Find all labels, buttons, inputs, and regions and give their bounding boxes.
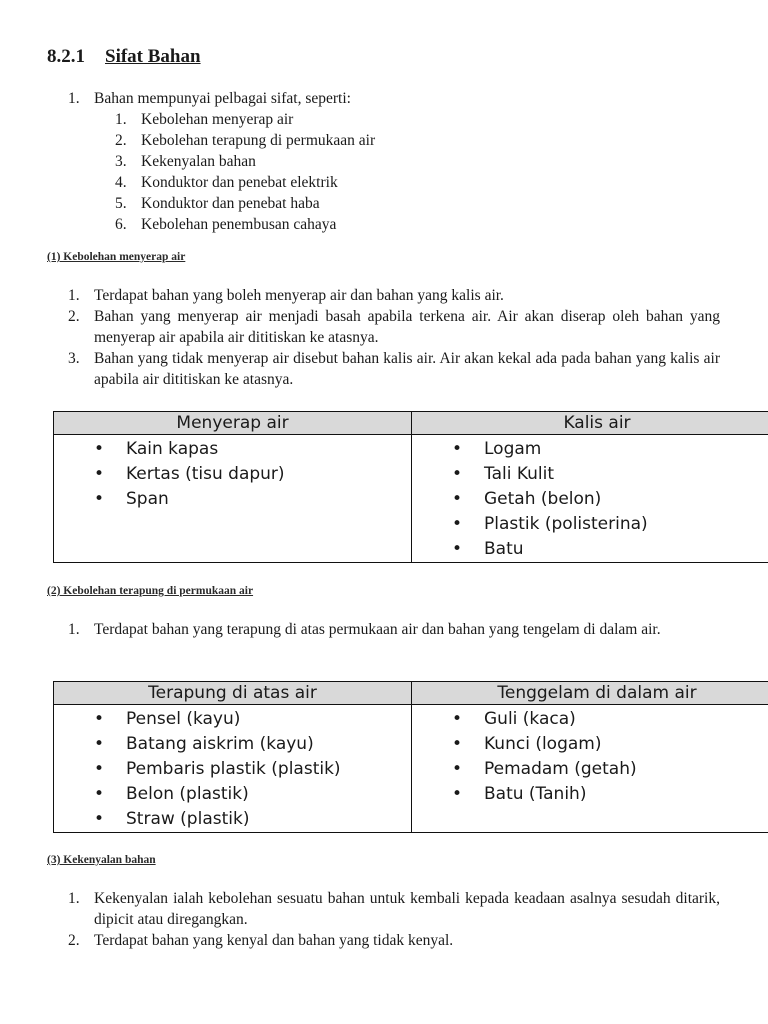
absorb-header: Menyerap air <box>54 412 412 435</box>
absorb-item: • Kain kapas <box>54 437 411 462</box>
intro-list <box>68 88 728 109</box>
heading-title: Sifat Bahan <box>105 46 201 67</box>
property-list <box>115 109 715 235</box>
section1-title: (1) Kebolehan menyerap air <box>47 251 186 263</box>
section2-point: 1. Terdapat bahan yang terapung di atas permukaan air dan bahan yang tengelam di dalam air. <box>68 621 661 638</box>
intro-item: 1. Bahan mempunyai pelbagai sifat, seperti: <box>68 90 351 107</box>
float-item: • Pembaris plastik (plastik) <box>54 757 411 782</box>
section3-points <box>68 888 720 951</box>
float-item: • Belon (plastik) <box>54 782 411 807</box>
sink-header: Tenggelam di dalam air <box>412 682 768 705</box>
section1-points <box>68 285 720 390</box>
waterproof-item: • Getah (belon) <box>412 487 768 512</box>
section3-title: (3) Kekenyalan bahan <box>47 854 156 866</box>
float-item: • Pensel (kayu) <box>54 707 411 732</box>
section3-point: 1. Kekenyalan ialah kebolehan sesuatu bahan untuk kembali kepada keadaan asalnya sesudah ditarik, dipicit atau diregangkan. <box>68 890 720 928</box>
float-item: • Straw (plastik) <box>54 807 411 832</box>
absorb-item: • Span <box>54 487 411 512</box>
float-cell <box>54 705 412 833</box>
waterproof-header: Kalis air <box>412 412 768 435</box>
section-heading <box>47 46 201 68</box>
absorb-table <box>53 411 768 563</box>
float-table <box>53 681 768 833</box>
sink-cell <box>412 705 768 833</box>
section2-title: (2) Kebolehan terapung di permukaan air <box>47 585 254 597</box>
property-item: 3. Kekenyalan bahan <box>115 153 256 170</box>
sink-item: • Guli (kaca) <box>412 707 768 732</box>
property-item: 5. Konduktor dan penebat haba <box>115 195 320 212</box>
float-item: • Batang aiskrim (kayu) <box>54 732 411 757</box>
absorb-cell <box>54 435 412 563</box>
section1-point: 1. Terdapat bahan yang boleh menyerap air dan bahan yang kalis air. <box>68 287 504 304</box>
sink-item: • Pemadam (getah) <box>412 757 768 782</box>
section2-points <box>68 619 720 640</box>
heading-number: 8.2.1 <box>47 46 85 67</box>
sink-item: • Batu (Tanih) <box>412 782 768 807</box>
waterproof-cell <box>412 435 768 563</box>
waterproof-item: • Plastik (polisterina) <box>412 512 768 537</box>
float-header: Terapung di atas air <box>54 682 412 705</box>
property-item: 4. Konduktor dan penebat elektrik <box>115 174 338 191</box>
sink-item: • Kunci (logam) <box>412 732 768 757</box>
property-item: 1. Kebolehan menyerap air <box>115 111 294 128</box>
absorb-item: • Kertas (tisu dapur) <box>54 462 411 487</box>
section1-point: 3. Bahan yang tidak menyerap air disebut bahan kalis air. Air akan kekal ada pada bahan yang kalis air apabila air dititiskan ke atasnya. <box>68 350 720 388</box>
waterproof-item: • Tali Kulit <box>412 462 768 487</box>
property-item: 2. Kebolehan terapung di permukaan air <box>115 132 376 149</box>
section1-point: 2. Bahan yang menyerap air menjadi basah apabila terkena air. Air akan diserap oleh bahan yang menyerap air apabila air dititiskan ke atasnya. <box>68 308 720 346</box>
section3-point: 2. Terdapat bahan yang kenyal dan bahan yang tidak kenyal. <box>68 932 454 949</box>
waterproof-item: • Logam <box>412 437 768 462</box>
waterproof-item: • Batu <box>412 537 768 562</box>
property-item: 6. Kebolehan penembusan cahaya <box>115 216 337 233</box>
